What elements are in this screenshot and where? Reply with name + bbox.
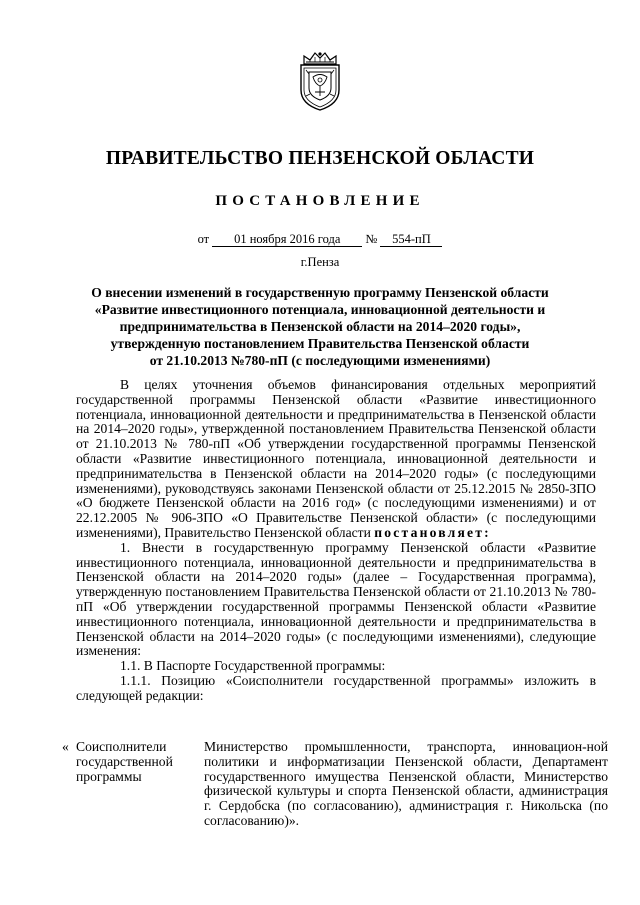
title-line: «Развитие инвестиционного потенциала, инновационной деятельности и — [94, 302, 546, 317]
item-1-1-1-paragraph: 1.1.1. Позицию «Соисполнители государственной программы» изложить в следующей редакции: — [76, 672, 596, 703]
row-label — [76, 740, 194, 784]
row-label-line: программы — [76, 768, 142, 784]
opening-quote: « — [62, 739, 69, 754]
row-label-line: Соисполнители — [76, 739, 167, 754]
item-1-1-paragraph: 1.1. В Паспорте Государственной программы: — [120, 658, 386, 674]
date-number-line — [0, 232, 640, 247]
title-line: от 21.10.2013 №780-пП (с последующими изменениями) — [149, 353, 491, 368]
number-prefix: № — [365, 232, 378, 246]
document-number: 554-пП — [380, 233, 442, 247]
date-prefix: от — [197, 232, 210, 246]
title-line: утвержденную постановлением Правительства Пензенской области — [110, 336, 530, 351]
document-body — [76, 378, 596, 704]
row-value: Министерство промышленности, транспорта, инновацион-ной политики и информатизации Пензенской области, Департамент государственного имущества Пензенской области, Министерство физической культуры и спорта Пензенской области, администрация г. Сердобска (по согласованию), администрация г. Никольска (по согласованию)». — [204, 739, 608, 828]
item-1-paragraph: 1. Внести в государственную программу Пензенской области «Развитие инвестиционного потенциала, инновационной деятельности и предпринимательства в Пензенской области на 2014–2020 годы» (далее – Государственная программа), утвержденную постановлением Правительства Пензенской области от 21.10.2013 № 780-пП «Об утверждении государственной программы Пензенской области «Развитие инвестиционного потенциала, инновационной деятельности и предпринимательства в Пензенской области на 2014–2020 годы» (с последующими изменениями), следующие изменения: — [76, 539, 596, 659]
coat-of-arms-icon — [295, 50, 345, 112]
preamble-text: В целях уточнения объемов финансирования отдельных мероприятий государственной программы Пензенской области «Развитие инвестиционного потенциала, инновационной деятельности и предпринимательства в Пензенской области на 2014–2020 годы», утвержденной постановлением Правительства Пензенской области от 21.10.2013 № 780-пП «Об утверждении государственной программы Пензенской области «Развитие инвестиционного потенциала, инновационной деятельности и предпринимательства в Пензенской области на 2014–2020 годы» (с последующими изменениями), руководствуясь законами Пензенской области от 25.12.2015 № 2850-ЗПО «О бюджете Пензенской области на 2016 год» (с последующими изменениями) и от 22.12.2005 № 906-ЗПО «О Правительстве Пензенской области» (с последующими изменениями), Правительство Пензенской области — [76, 377, 596, 540]
title-line: предпринимательства в Пензенской области на 2014–2020 годы», — [119, 319, 521, 334]
resolves-word: постановляет: — [374, 524, 491, 540]
preamble-paragraph — [76, 378, 596, 541]
city: г.Пенза — [300, 255, 340, 269]
document-date: 01 ноября 2016 года — [212, 233, 362, 247]
document-title — [70, 284, 570, 369]
document-type: ПОСТАНОВЛЕНИЕ — [215, 193, 425, 209]
row-label-line: государственной — [76, 753, 173, 769]
title-line: О внесении изменений в государственную программу Пензенской области — [91, 285, 549, 300]
government-name: ПРАВИТЕЛЬСТВО ПЕНЗЕНСКОЙ ОБЛАСТИ — [105, 148, 535, 169]
